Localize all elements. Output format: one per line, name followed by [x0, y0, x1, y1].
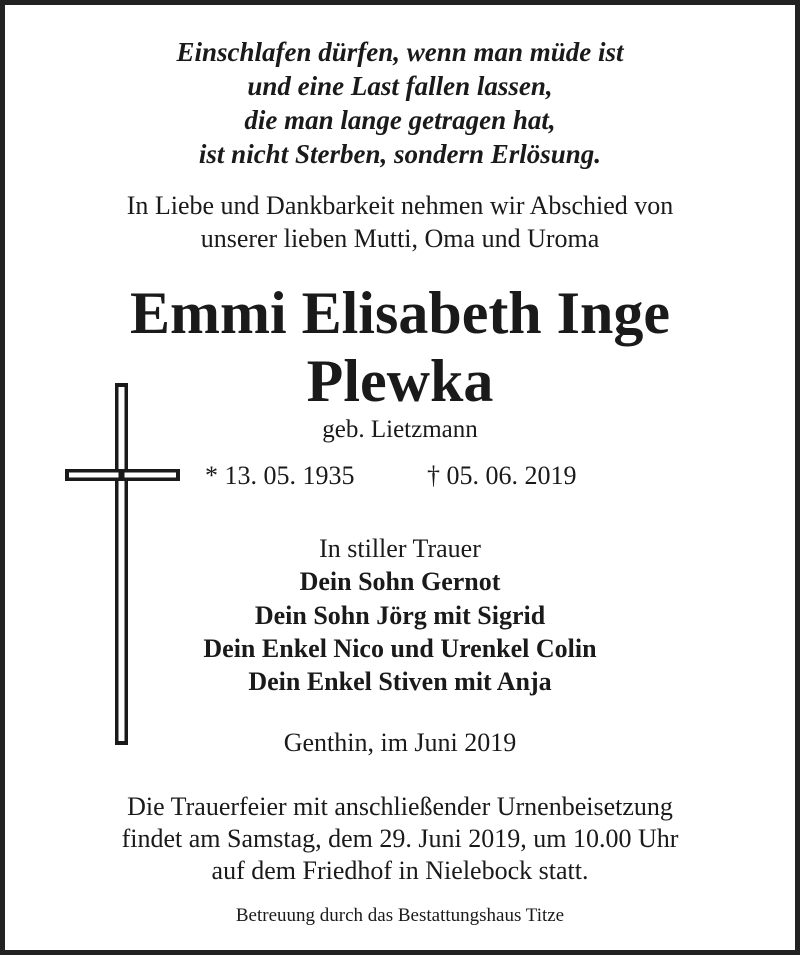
service-line-1: Die Trauerfeier mit anschließender Urnenbeisetzung	[127, 792, 673, 821]
mourning-heading: In stiller Trauer	[319, 534, 481, 563]
maiden-name: geb. Lietzmann	[322, 416, 478, 443]
poem-line-2: und eine Last fallen lassen,	[247, 71, 553, 101]
undertaker-credit: Betreuung durch das Bestattungshaus Titze	[235, 905, 565, 926]
intro-line-1: In Liebe und Dankbarkeit nehmen wir Abschied von	[126, 191, 674, 220]
mourner-2: Dein Sohn Jörg mit Sigrid	[254, 601, 546, 630]
service-line-2: findet am Samstag, dem 29. Juni 2019, um 10.00 Uhr	[121, 824, 679, 853]
intro-line-2: unserer lieben Mutti, Oma und Uroma	[200, 224, 600, 253]
mourner-3: Dein Enkel Nico und Urenkel Colin	[203, 634, 597, 663]
mourner-1: Dein Sohn Gernot	[299, 567, 501, 596]
place-and-date: Genthin, im Juni 2019	[283, 728, 517, 757]
birth-date: * 13. 05. 1935	[205, 461, 355, 490]
deceased-name-last: Plewka	[306, 348, 494, 414]
mourner-4: Dein Enkel Stiven mit Anja	[248, 667, 552, 696]
poem-line-1: Einschlafen dürfen, wenn man müde ist	[176, 37, 624, 67]
deceased-name-first: Emmi Elisabeth Inge	[129, 280, 671, 346]
service-line-3: auf dem Friedhof in Nielebock statt.	[211, 856, 589, 885]
poem-line-3: die man lange getragen hat,	[244, 105, 556, 135]
death-date: † 05. 06. 2019	[427, 461, 577, 490]
poem-line-4: ist nicht Sterben, sondern Erlösung.	[198, 139, 602, 169]
